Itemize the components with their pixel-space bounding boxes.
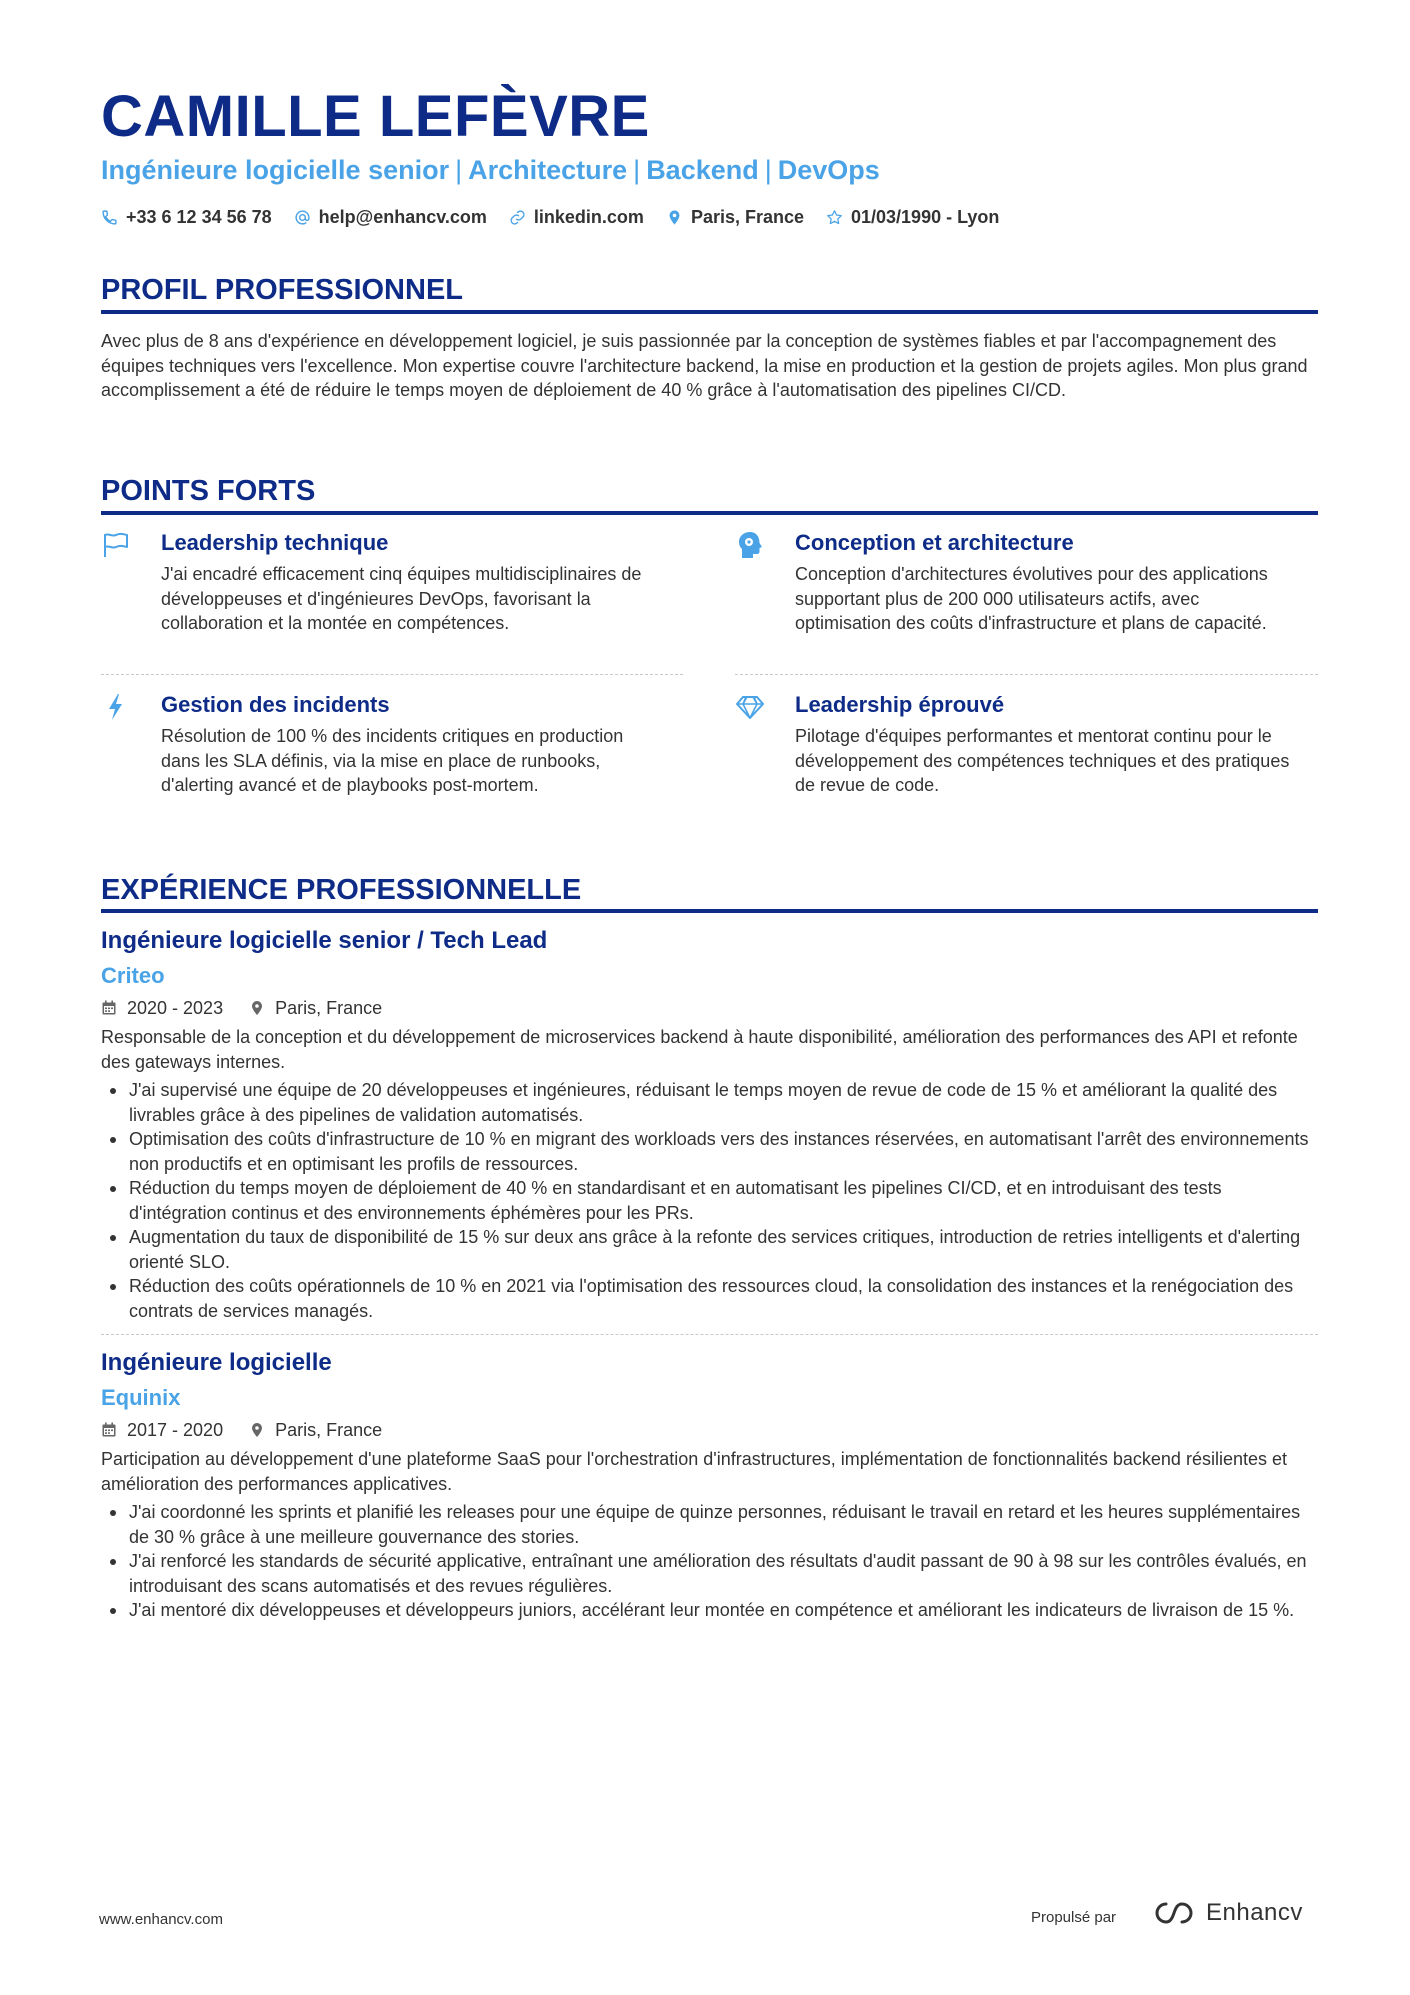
job-dates (101, 1418, 223, 1442)
linkedin-text: linkedin.com (533, 206, 644, 227)
phone-text: +33 6 12 34 56 78 (126, 206, 272, 227)
job-meta (101, 1418, 408, 1442)
achievement-item: Optimisation des coûts d'infrastructure de 10 % en migrant des workloads vers des instances réservées, en automatisant l'arrêt des environnements non productifs et en optimisant les profils de ressources. (101, 1127, 1318, 1176)
strength-description: J'ai encadré efficacement cinq équipes multidisciplinaires de développeuses et d'ingénieures DevOps, favorisant la collaboration et la montée en compétences. (161, 564, 642, 633)
strength-description: Pilotage d'équipes performantes et mentorat continu pour le développement des compétences techniques et des pratiques de revue de code. (795, 726, 1290, 795)
job-summary: Responsable de la conception et du développement de microservices backend à haute disponibilité, amélioration des performances des API et refonte des gateways internes. (101, 1027, 1298, 1072)
contact-phone[interactable] (101, 207, 272, 228)
calendar-icon (101, 1000, 117, 1016)
headline-separator: | (455, 155, 463, 185)
map-pin-icon (249, 1422, 265, 1438)
headline-separator: | (633, 155, 641, 185)
enhancv-logo-text: Enhancv (1206, 1899, 1303, 1926)
contact-location (666, 207, 804, 228)
strength-title: Conception et architecture (795, 530, 1074, 555)
calendar-icon (101, 1422, 117, 1438)
footer-website-link[interactable]: www.enhancv.com (99, 1911, 223, 1928)
section-title-profile: PROFIL PROFESSIONNEL (101, 274, 464, 306)
candidate-name: CAMILLE LEFÈVRE (101, 84, 650, 149)
birth-text: 01/03/1990 - Lyon (851, 206, 1000, 227)
headline-skill-devops: DevOps (777, 155, 880, 185)
strength-title: Gestion des incidents (161, 692, 390, 717)
achievement-item: J'ai supervisé une équipe de 20 développeuses et ingénieures, réduisant le temps moyen de revue de code de 15 % et améliorant la qualité des livrables grâce à des pipelines de validation automatisés. (101, 1078, 1318, 1127)
job-location-text: Paris, France (275, 1420, 383, 1440)
job-location (249, 996, 382, 1020)
contact-linkedin[interactable] (509, 207, 644, 228)
map-pin-icon (249, 1000, 265, 1016)
job-meta (101, 996, 408, 1020)
strength-description: Résolution de 100 % des incidents critiques en production dans les SLA définis, via la mise en place de runbooks, d'alerting avancé et de playbooks post-mortem. (161, 726, 624, 795)
strength-title: Leadership technique (161, 530, 389, 555)
at-icon (294, 209, 311, 226)
company-name: Criteo (101, 963, 165, 988)
contact-email[interactable] (294, 207, 487, 228)
strength-description: Conception d'architectures évolutives pour des applications supportant plus de 200 000 utilisateurs actifs, avec optimisation des coûts d'infrastructure et plans de capacité. (795, 564, 1268, 633)
enhancv-logo[interactable] (1150, 1898, 1303, 1928)
flag-icon (101, 530, 131, 560)
achievement-item: J'ai coordonné les sprints et planifié les releases pour une équipe de quinze personnes, réduisant le travail en retard et les heures supplémentaires de 30 % grâce à une meilleure gouvernance des stories. (101, 1500, 1318, 1549)
section-divider (101, 310, 1318, 314)
contact-birth (826, 207, 999, 228)
profile-summary: Avec plus de 8 ans d'expérience en développement logiciel, je suis passionnée par la conception de systèmes fiables et par l'accompagnement des équipes techniques vers l'excellence. Mon expertise couvre l'architecture backend, la mise en production et la gestion de projets agiles. Mon plus grand accomplissement a été de réduire le temps moyen de déploiement de 40 % grâce à l'automatisation des pipelines CI/CD. (101, 331, 1308, 400)
link-icon (509, 209, 526, 226)
section-divider (101, 909, 1318, 913)
job-achievements (101, 1500, 1318, 1623)
map-pin-icon (666, 209, 683, 226)
job-location-text: Paris, France (275, 998, 383, 1018)
section-title-strengths: POINTS FORTS (101, 475, 316, 507)
enhancv-logo-icon (1150, 1898, 1198, 1928)
head-icon (735, 530, 765, 560)
headline-role: Ingénieure logicielle senior (101, 155, 450, 185)
job-divider (101, 1334, 1318, 1335)
contact-bar (101, 204, 999, 230)
item-divider (735, 674, 1318, 675)
job-dates-text: 2020 - 2023 (127, 998, 224, 1018)
email-text: help@enhancv.com (318, 206, 487, 227)
achievement-item: J'ai renforcé les standards de sécurité applicative, entraînant une amélioration des résultats d'audit passant de 90 à 98 sur les contrôles évalués, en introduisant des scans automatisés et des revues régulières. (101, 1549, 1318, 1598)
lightning-icon (101, 692, 131, 722)
achievement-item: Réduction des coûts opérationnels de 10 % en 2021 via l'optimisation des ressources cloud, la consolidation des instances et la renégociation des contrats de services managés. (101, 1274, 1318, 1323)
job-dates-text: 2017 - 2020 (127, 1420, 224, 1440)
star-icon (826, 209, 843, 226)
company-name: Equinix (101, 1385, 181, 1410)
headline (101, 152, 880, 188)
section-title-experience: EXPÉRIENCE PROFESSIONNELLE (101, 874, 582, 906)
job-location (249, 1418, 382, 1442)
achievement-item: Augmentation du taux de disponibilité de 15 % sur deux ans grâce à la refonte des services critiques, introduction de retries intelligents et d'alerting orienté SLO. (101, 1225, 1318, 1274)
job-summary: Participation au développement d'une plateforme SaaS pour l'orchestration d'infrastructures, implémentation de fonctionnalités backend résilientes et amélioration des performances applicatives. (101, 1449, 1287, 1494)
diamond-icon (735, 692, 765, 722)
item-divider (101, 674, 683, 675)
headline-separator: | (764, 155, 772, 185)
headline-skill-backend: Backend (646, 155, 759, 185)
headline-skill-architecture: Architecture (468, 155, 628, 185)
phone-icon (101, 209, 118, 226)
job-title: Ingénieure logicielle senior / Tech Lead (101, 927, 548, 954)
section-divider (101, 511, 1318, 515)
location-text: Paris, France (690, 206, 804, 227)
job-dates (101, 996, 223, 1020)
job-title: Ingénieure logicielle (101, 1349, 332, 1376)
achievement-item: J'ai mentoré dix développeuses et développeurs juniors, accélérant leur montée en compétence et améliorant les indicateurs de livraison de 15 %. (101, 1598, 1318, 1623)
strength-title: Leadership éprouvé (795, 692, 1005, 717)
job-achievements (101, 1078, 1318, 1323)
footer-powered-by: Propulsé par (1031, 1909, 1117, 1926)
achievement-item: Réduction du temps moyen de déploiement de 40 % en standardisant et en automatisant les pipelines CI/CD, et en introduisant des tests d'intégration continus et des environnements éphémères pour les PRs. (101, 1176, 1318, 1225)
